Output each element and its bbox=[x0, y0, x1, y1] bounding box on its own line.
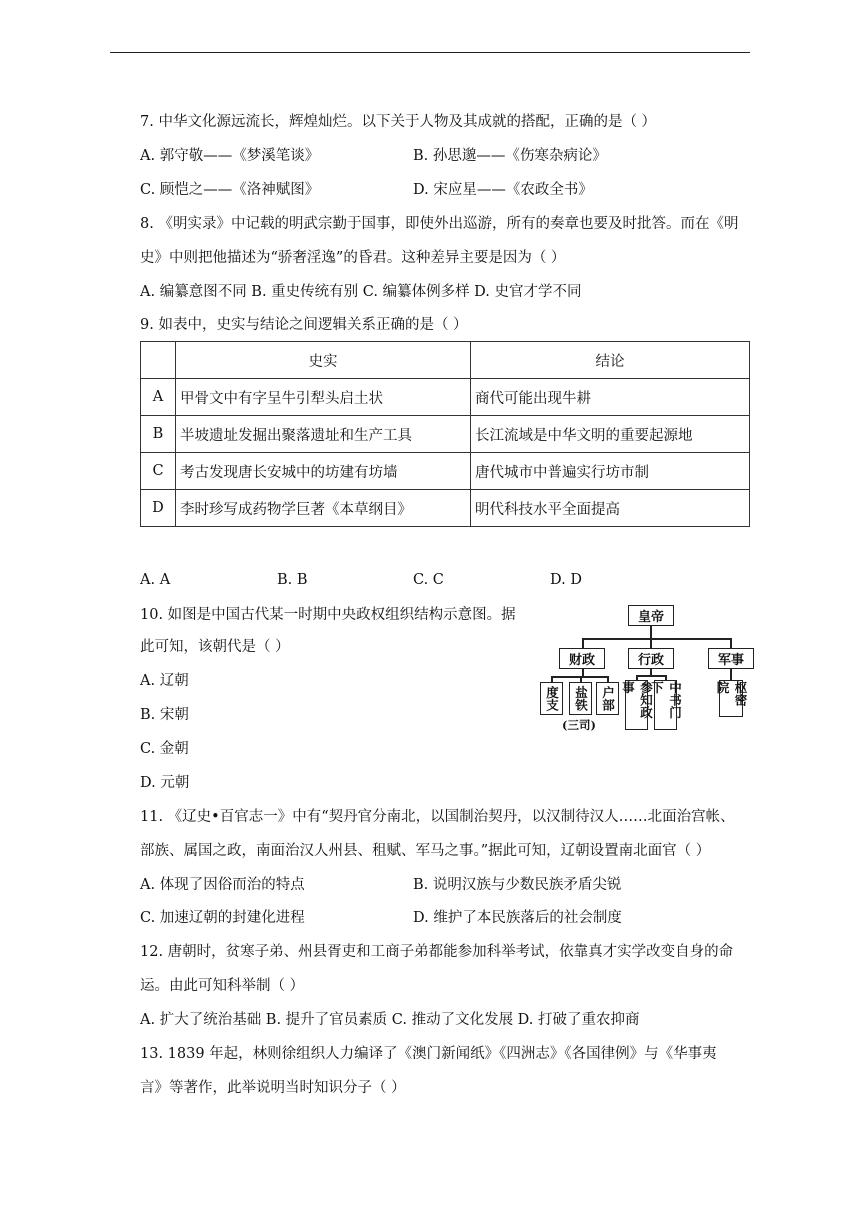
connector bbox=[730, 638, 732, 648]
q10-option-d[interactable]: D. 元朝 bbox=[140, 775, 190, 791]
q10-stem-line1: 10. 如图是中国古代某一时期中央政权组织结构示意图。据 bbox=[140, 607, 516, 623]
connector bbox=[730, 669, 732, 680]
q9-option-c[interactable]: C. C bbox=[413, 572, 444, 588]
org-node-finance: 财政 bbox=[559, 648, 605, 669]
q10-stem-line2: 此可知，该朝代是（ ） bbox=[140, 639, 290, 655]
table-cell: 考古发现唐长安城中的坊建有坊墙 bbox=[176, 453, 471, 490]
org-node-yantie: 盐铁 bbox=[569, 682, 592, 715]
table-header-cell: 史实 bbox=[176, 342, 471, 379]
q8-options[interactable]: A. 编纂意图不同 B. 重史传统有别 C. 编纂体例多样 D. 史官才学不同 bbox=[140, 284, 582, 300]
org-node-emperor: 皇帝 bbox=[628, 605, 674, 626]
table-header-row bbox=[141, 342, 750, 379]
org-node-military: 军事 bbox=[708, 648, 754, 669]
q10-option-b[interactable]: B. 宋朝 bbox=[140, 707, 189, 723]
table-cell: 商代可能出现牛耕 bbox=[471, 379, 750, 416]
connector bbox=[650, 638, 652, 648]
q7-option-c[interactable]: C. 顾恺之——《洛神赋图》 bbox=[140, 182, 320, 198]
q9-table bbox=[140, 341, 750, 527]
header-rule bbox=[110, 52, 750, 53]
table-cell: A bbox=[141, 379, 176, 416]
org-caption-sansi: (三司) bbox=[562, 718, 596, 732]
q10-option-a[interactable]: A. 辽朝 bbox=[140, 673, 189, 689]
connector bbox=[636, 675, 666, 677]
q11-stem-line1: 11. 《辽史•百官志一》中有“契丹官分南北，以国制治契丹，以汉制待汉人……北面治宫帐、 bbox=[140, 809, 735, 825]
connector bbox=[582, 638, 731, 640]
org-node-administration: 行政 bbox=[628, 648, 674, 669]
connector bbox=[582, 638, 584, 648]
q11-option-b[interactable]: B. 说明汉族与少数民族矛盾尖锐 bbox=[413, 877, 622, 893]
q11-stem-line2: 部族、属国之政，南面治汉人州县、租赋、军马之事。”据此可知，辽朝设置南北面官（ ） bbox=[140, 843, 711, 859]
q7-stem: 7. 中华文化源远流长，辉煌灿烂。以下关于人物及其成就的搭配，正确的是（ ） bbox=[140, 114, 657, 130]
q9-option-b[interactable]: B. B bbox=[277, 572, 308, 588]
table-cell: C bbox=[141, 453, 176, 490]
table-cell: 半坡遗址发掘出聚落遗址和生产工具 bbox=[176, 416, 471, 453]
q9-option-d[interactable]: D. D bbox=[550, 572, 582, 588]
connector bbox=[582, 669, 584, 676]
q13-stem-line2: 言》等著作，此举说明当时知识分子（ ） bbox=[140, 1080, 406, 1096]
org-node-duzhi: 度支 bbox=[540, 682, 563, 715]
q11-option-d[interactable]: D. 维护了本民族落后的社会制度 bbox=[413, 910, 622, 926]
q8-stem-line2: 史》中则把他描述为“骄奢淫逸”的昏君。这种差异主要是因为（ ） bbox=[140, 250, 566, 266]
table-cell: 长江流域是中华文明的重要起源地 bbox=[471, 416, 750, 453]
q12-options[interactable]: A. 扩大了统治基础 B. 提升了官员素质 C. 推动了文化发展 D. 打破了重农抑商 bbox=[140, 1012, 640, 1028]
q12-stem-line2: 运。由此可知科举制（ ） bbox=[140, 978, 305, 994]
q11-option-a[interactable]: A. 体现了因俗而治的特点 bbox=[140, 877, 305, 893]
table-cell: 明代科技水平全面提高 bbox=[471, 490, 750, 527]
table-header-cell bbox=[141, 342, 176, 379]
table-header-cell: 结论 bbox=[471, 342, 750, 379]
table-row bbox=[141, 490, 750, 527]
connector bbox=[650, 626, 652, 638]
table-row bbox=[141, 379, 750, 416]
q13-stem-line1: 13. 1839 年起，林则徐组织人力编译了《澳门新闻纸》《四洲志》《各国律例》与《华事夷 bbox=[140, 1046, 717, 1062]
q9-option-a[interactable]: A. A bbox=[140, 572, 171, 588]
org-node-shumiyuan: 枢密院 bbox=[719, 680, 743, 717]
q10-option-c[interactable]: C. 金朝 bbox=[140, 741, 189, 757]
q12-stem-line1: 12. 唐朝时，贫寒子弟、州县胥吏和工商子弟都能参加科举考试，依靠真才实学改变自身的命 bbox=[140, 944, 734, 960]
q7-option-b[interactable]: B. 孙思邈——《伤寒杂病论》 bbox=[413, 148, 607, 164]
org-node-canzhizhengshi: 参知政事 bbox=[625, 680, 648, 730]
table-row bbox=[141, 416, 750, 453]
table-cell: D bbox=[141, 490, 176, 527]
table-row bbox=[141, 453, 750, 490]
table-cell: 李时珍写成药物学巨著《本草纲目》 bbox=[176, 490, 471, 527]
table-cell: 唐代城市中普遍实行坊市制 bbox=[471, 453, 750, 490]
q7-option-a[interactable]: A. 郭守敬——《梦溪笔谈》 bbox=[140, 148, 320, 164]
q8-stem-line1: 8. 《明实录》中记载的明武宗勤于国事，即使外出巡游，所有的奏章也要及时批答。而在《明 bbox=[140, 216, 739, 232]
org-chart-diagram bbox=[532, 603, 757, 733]
table-cell: 甲骨文中有字呈牛引犁头启土状 bbox=[176, 379, 471, 416]
org-node-zhongshumenxia: 中书门下 bbox=[654, 680, 677, 730]
q11-option-c[interactable]: C. 加速辽朝的封建化进程 bbox=[140, 910, 305, 926]
q9-stem: 9. 如表中，史实与结论之间逻辑关系正确的是（ ） bbox=[140, 317, 468, 333]
table-cell: B bbox=[141, 416, 176, 453]
q7-option-d[interactable]: D. 宋应星——《农政全书》 bbox=[413, 182, 593, 198]
org-node-hubu: 户部 bbox=[596, 682, 619, 715]
